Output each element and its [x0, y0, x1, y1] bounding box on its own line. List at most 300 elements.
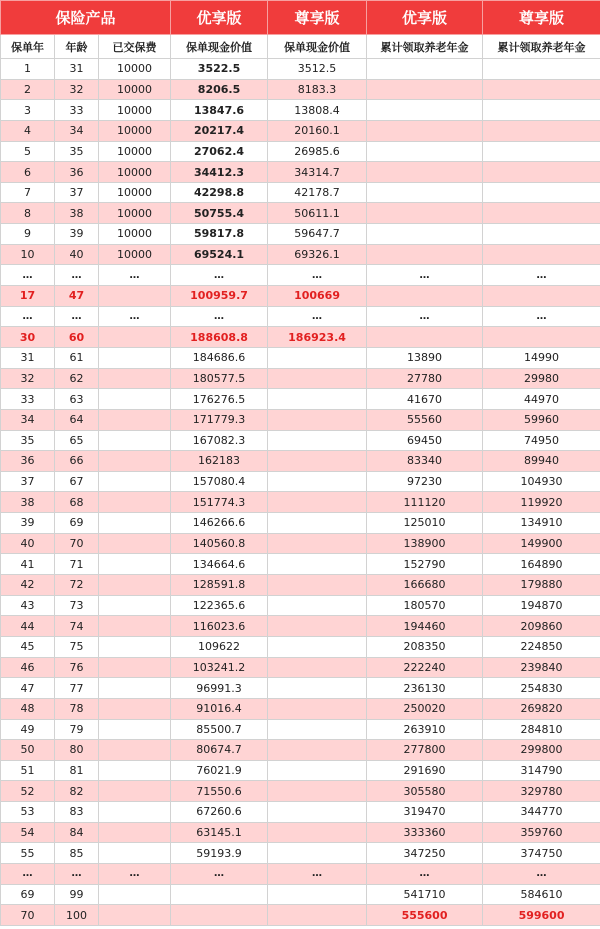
cell-annuity-zun: 179880	[483, 575, 600, 596]
table-row	[1, 430, 600, 451]
cell-age: 47	[55, 286, 99, 307]
cell-annuity-you: …	[367, 306, 483, 327]
cell-cash-value-you: 71550.6	[171, 781, 268, 802]
cell-cash-value-zun: 8183.3	[268, 79, 367, 100]
table-row	[1, 533, 600, 554]
cell-cash-value-zun: …	[268, 863, 367, 884]
col-cash-value-you: 保单现金价值	[171, 35, 268, 59]
cell-policy-year: 55	[1, 843, 55, 864]
cell-annuity-you: 97230	[367, 471, 483, 492]
cell-annuity-you	[367, 203, 483, 224]
table-row	[1, 286, 600, 307]
cell-policy-year: 40	[1, 533, 55, 554]
cell-annuity-you: 125010	[367, 513, 483, 534]
cell-cash-value-you: …	[171, 265, 268, 286]
cell-cash-value-you: 63145.1	[171, 822, 268, 843]
cell-annuity-zun	[483, 182, 600, 203]
cell-policy-year: 42	[1, 575, 55, 596]
cell-policy-year: 32	[1, 368, 55, 389]
cell-policy-year: 50	[1, 740, 55, 761]
cell-age: 82	[55, 781, 99, 802]
cell-annuity-zun: 329780	[483, 781, 600, 802]
table-row	[1, 120, 600, 141]
cell-cash-value-zun: 50611.1	[268, 203, 367, 224]
cell-annuity-you: 319470	[367, 802, 483, 823]
cell-annuity-zun: 29980	[483, 368, 600, 389]
table-row	[1, 59, 600, 80]
cell-cash-value-you: 96991.3	[171, 678, 268, 699]
cell-policy-year: …	[1, 265, 55, 286]
cell-policy-year: 52	[1, 781, 55, 802]
cell-annuity-zun	[483, 327, 600, 348]
cell-policy-year: 53	[1, 802, 55, 823]
cell-annuity-zun	[483, 79, 600, 100]
table-row	[1, 389, 600, 410]
cell-cash-value-zun	[268, 781, 367, 802]
cell-annuity-you	[367, 59, 483, 80]
cell-annuity-zun: 584610	[483, 884, 600, 905]
cell-age: …	[55, 863, 99, 884]
cell-age: 32	[55, 79, 99, 100]
cell-cash-value-you: 184686.6	[171, 347, 268, 368]
cell-cash-value-zun: 69326.1	[268, 244, 367, 265]
cell-cash-value-you: 167082.3	[171, 430, 268, 451]
cell-cash-value-zun	[268, 760, 367, 781]
cell-age: 31	[55, 59, 99, 80]
cell-paid-premium: …	[99, 306, 171, 327]
cell-cash-value-zun: …	[268, 306, 367, 327]
cell-paid-premium: …	[99, 863, 171, 884]
cell-cash-value-you: 146266.6	[171, 513, 268, 534]
cell-paid-premium	[99, 347, 171, 368]
cell-paid-premium	[99, 678, 171, 699]
cell-cash-value-you: 162183	[171, 451, 268, 472]
cell-cash-value-zun: 26985.6	[268, 141, 367, 162]
cell-annuity-zun: 44970	[483, 389, 600, 410]
cell-paid-premium	[99, 843, 171, 864]
cell-cash-value-zun	[268, 575, 367, 596]
table-row	[1, 347, 600, 368]
cell-paid-premium	[99, 905, 171, 926]
table-row	[1, 306, 600, 327]
cell-paid-premium	[99, 657, 171, 678]
cell-age: 79	[55, 719, 99, 740]
cell-cash-value-zun	[268, 368, 367, 389]
cell-paid-premium	[99, 740, 171, 761]
cell-cash-value-you: 69524.1	[171, 244, 268, 265]
cell-cash-value-you: 67260.6	[171, 802, 268, 823]
cell-annuity-zun: 374750	[483, 843, 600, 864]
cell-annuity-you	[367, 224, 483, 245]
cell-cash-value-zun	[268, 822, 367, 843]
cell-annuity-you: 222240	[367, 657, 483, 678]
cell-paid-premium	[99, 595, 171, 616]
cell-age: 76	[55, 657, 99, 678]
cell-policy-year: …	[1, 306, 55, 327]
cell-cash-value-zun: 59647.7	[268, 224, 367, 245]
cell-cash-value-you: 91016.4	[171, 698, 268, 719]
cell-cash-value-you: 157080.4	[171, 471, 268, 492]
cell-age: …	[55, 306, 99, 327]
cell-annuity-zun: …	[483, 306, 600, 327]
table-row	[1, 719, 600, 740]
cell-cash-value-you: …	[171, 306, 268, 327]
cell-cash-value-zun: 42178.7	[268, 182, 367, 203]
cell-cash-value-you: 20217.4	[171, 120, 268, 141]
cell-policy-year: 10	[1, 244, 55, 265]
cell-policy-year: 38	[1, 492, 55, 513]
cell-policy-year: 5	[1, 141, 55, 162]
cell-annuity-zun: 14990	[483, 347, 600, 368]
cell-annuity-zun	[483, 203, 600, 224]
table-row	[1, 698, 600, 719]
cell-paid-premium	[99, 451, 171, 472]
cell-policy-year: 45	[1, 636, 55, 657]
cell-age: 74	[55, 616, 99, 637]
table-row	[1, 595, 600, 616]
cell-cash-value-you: 176276.5	[171, 389, 268, 410]
cell-age: 83	[55, 802, 99, 823]
cell-annuity-zun: 119920	[483, 492, 600, 513]
cell-annuity-you: 41670	[367, 389, 483, 410]
cell-age: 77	[55, 678, 99, 699]
table-row	[1, 368, 600, 389]
table-row	[1, 100, 600, 121]
cell-paid-premium: …	[99, 265, 171, 286]
cell-cash-value-zun	[268, 678, 367, 699]
cell-cash-value-you: 134664.6	[171, 554, 268, 575]
cell-cash-value-zun	[268, 636, 367, 657]
cell-paid-premium	[99, 554, 171, 575]
cell-policy-year: 2	[1, 79, 55, 100]
table-row	[1, 492, 600, 513]
table-row	[1, 636, 600, 657]
cell-cash-value-you: 42298.8	[171, 182, 268, 203]
cell-cash-value-you: 59193.9	[171, 843, 268, 864]
cell-cash-value-zun	[268, 492, 367, 513]
cell-age: 84	[55, 822, 99, 843]
cell-age: 85	[55, 843, 99, 864]
cell-annuity-you: 208350	[367, 636, 483, 657]
cell-cash-value-you: 3522.5	[171, 59, 268, 80]
cell-annuity-you: 305580	[367, 781, 483, 802]
table-row	[1, 760, 600, 781]
cell-cash-value-zun	[268, 471, 367, 492]
cell-policy-year: 35	[1, 430, 55, 451]
cell-policy-year: …	[1, 863, 55, 884]
cell-paid-premium	[99, 575, 171, 596]
cell-annuity-zun	[483, 141, 600, 162]
table-row	[1, 182, 600, 203]
cell-cash-value-you: 34412.3	[171, 162, 268, 183]
cell-paid-premium	[99, 327, 171, 348]
cell-cash-value-zun	[268, 430, 367, 451]
header-row-columns	[1, 35, 600, 59]
cell-cash-value-zun	[268, 740, 367, 761]
cell-age: 68	[55, 492, 99, 513]
cell-age: 34	[55, 120, 99, 141]
cell-age: 33	[55, 100, 99, 121]
cell-cash-value-you: 85500.7	[171, 719, 268, 740]
cell-policy-year: 34	[1, 409, 55, 430]
cell-policy-year: 41	[1, 554, 55, 575]
cell-policy-year: 9	[1, 224, 55, 245]
cell-age: 72	[55, 575, 99, 596]
cell-policy-year: 7	[1, 182, 55, 203]
cell-annuity-you: 333360	[367, 822, 483, 843]
cell-cash-value-zun	[268, 389, 367, 410]
cell-paid-premium	[99, 802, 171, 823]
cell-paid-premium: 10000	[99, 120, 171, 141]
cell-age: 38	[55, 203, 99, 224]
cell-paid-premium	[99, 286, 171, 307]
cell-cash-value-zun: 34314.7	[268, 162, 367, 183]
cell-policy-year: 39	[1, 513, 55, 534]
cell-annuity-you: 347250	[367, 843, 483, 864]
table-row	[1, 657, 600, 678]
cell-paid-premium: 10000	[99, 141, 171, 162]
table-row	[1, 141, 600, 162]
cell-cash-value-zun: 13808.4	[268, 100, 367, 121]
cell-age: 75	[55, 636, 99, 657]
cell-age: 71	[55, 554, 99, 575]
cell-policy-year: 8	[1, 203, 55, 224]
table-row	[1, 265, 600, 286]
cell-paid-premium	[99, 471, 171, 492]
cell-cash-value-zun: 3512.5	[268, 59, 367, 80]
cell-age: 73	[55, 595, 99, 616]
cell-annuity-you: 236130	[367, 678, 483, 699]
cell-cash-value-zun	[268, 884, 367, 905]
cell-policy-year: 30	[1, 327, 55, 348]
table-row	[1, 822, 600, 843]
table-row	[1, 513, 600, 534]
cell-annuity-zun	[483, 162, 600, 183]
cell-annuity-you: 111120	[367, 492, 483, 513]
cell-paid-premium	[99, 492, 171, 513]
cell-cash-value-zun: 20160.1	[268, 120, 367, 141]
cell-cash-value-zun	[268, 554, 367, 575]
cell-annuity-zun	[483, 120, 600, 141]
cell-cash-value-you: 13847.6	[171, 100, 268, 121]
cell-age: 35	[55, 141, 99, 162]
cell-annuity-zun: 254830	[483, 678, 600, 699]
cell-policy-year: 54	[1, 822, 55, 843]
cell-age: 63	[55, 389, 99, 410]
cell-annuity-zun: 59960	[483, 409, 600, 430]
cell-policy-year: 31	[1, 347, 55, 368]
cell-age: 100	[55, 905, 99, 926]
table-row	[1, 781, 600, 802]
cell-cash-value-zun	[268, 657, 367, 678]
table-row	[1, 224, 600, 245]
cell-cash-value-zun	[268, 905, 367, 926]
cell-age: 36	[55, 162, 99, 183]
cell-annuity-zun: 224850	[483, 636, 600, 657]
cell-annuity-you: …	[367, 863, 483, 884]
cell-policy-year: 33	[1, 389, 55, 410]
table-row	[1, 905, 600, 926]
cell-policy-year: 49	[1, 719, 55, 740]
cell-cash-value-you: 59817.8	[171, 224, 268, 245]
cell-paid-premium: 10000	[99, 162, 171, 183]
cell-cash-value-zun	[268, 719, 367, 740]
cell-paid-premium	[99, 616, 171, 637]
cell-age: 65	[55, 430, 99, 451]
cell-age: …	[55, 265, 99, 286]
col-annuity-you: 累计领取养老年金	[367, 35, 483, 59]
cell-cash-value-zun	[268, 843, 367, 864]
col-cash-value-zun: 保单现金价值	[268, 35, 367, 59]
cell-annuity-you: 250020	[367, 698, 483, 719]
cell-annuity-zun	[483, 286, 600, 307]
cell-annuity-zun: …	[483, 863, 600, 884]
cell-age: 60	[55, 327, 99, 348]
cell-annuity-zun: 314790	[483, 760, 600, 781]
cell-policy-year: 37	[1, 471, 55, 492]
cell-policy-year: 47	[1, 678, 55, 699]
header-product: 保险产品	[1, 1, 171, 35]
cell-annuity-zun: 599600	[483, 905, 600, 926]
cell-paid-premium	[99, 698, 171, 719]
table-body	[1, 59, 600, 926]
cell-cash-value-zun	[268, 409, 367, 430]
cell-policy-year: 48	[1, 698, 55, 719]
cell-annuity-you: 291690	[367, 760, 483, 781]
cell-annuity-you	[367, 162, 483, 183]
cell-annuity-zun: 149900	[483, 533, 600, 554]
cell-cash-value-you: 50755.4	[171, 203, 268, 224]
cell-cash-value-zun: 186923.4	[268, 327, 367, 348]
cell-annuity-you: …	[367, 265, 483, 286]
cell-age: 66	[55, 451, 99, 472]
cell-age: 62	[55, 368, 99, 389]
table-row	[1, 802, 600, 823]
table-row	[1, 162, 600, 183]
cell-policy-year: 3	[1, 100, 55, 121]
cell-policy-year: 36	[1, 451, 55, 472]
cell-annuity-you: 69450	[367, 430, 483, 451]
cell-annuity-you: 138900	[367, 533, 483, 554]
cell-annuity-you: 263910	[367, 719, 483, 740]
header-premium-zun: 尊享版	[268, 1, 367, 35]
cell-policy-year: 46	[1, 657, 55, 678]
cell-cash-value-you	[171, 884, 268, 905]
cell-cash-value-zun	[268, 533, 367, 554]
cell-cash-value-zun	[268, 595, 367, 616]
cell-cash-value-you	[171, 905, 268, 926]
table-row	[1, 554, 600, 575]
table-row	[1, 471, 600, 492]
cell-age: 39	[55, 224, 99, 245]
cell-annuity-you	[367, 327, 483, 348]
cell-annuity-zun: 284810	[483, 719, 600, 740]
cell-cash-value-you: 27062.4	[171, 141, 268, 162]
cell-age: 64	[55, 409, 99, 430]
table-row	[1, 616, 600, 637]
cell-annuity-you: 555600	[367, 905, 483, 926]
cell-annuity-zun: 194870	[483, 595, 600, 616]
table-row	[1, 409, 600, 430]
cell-cash-value-you: 80674.7	[171, 740, 268, 761]
cell-policy-year: 44	[1, 616, 55, 637]
cell-cash-value-you: 8206.5	[171, 79, 268, 100]
cell-paid-premium: 10000	[99, 203, 171, 224]
cell-annuity-you: 541710	[367, 884, 483, 905]
cell-annuity-zun: 104930	[483, 471, 600, 492]
cell-annuity-you: 27780	[367, 368, 483, 389]
cell-paid-premium	[99, 409, 171, 430]
cell-annuity-you	[367, 100, 483, 121]
cell-annuity-zun: 299800	[483, 740, 600, 761]
cell-paid-premium	[99, 884, 171, 905]
cell-age: 40	[55, 244, 99, 265]
cell-paid-premium: 10000	[99, 182, 171, 203]
cell-annuity-zun	[483, 59, 600, 80]
cell-cash-value-you: 109622	[171, 636, 268, 657]
cell-paid-premium	[99, 636, 171, 657]
header-row-product	[1, 1, 600, 35]
cell-cash-value-zun: 100669	[268, 286, 367, 307]
cell-annuity-zun: 239840	[483, 657, 600, 678]
cell-cash-value-you: 140560.8	[171, 533, 268, 554]
cell-paid-premium	[99, 368, 171, 389]
cell-policy-year: 70	[1, 905, 55, 926]
col-paid-premium: 已交保费	[99, 35, 171, 59]
header-premium-you: 优享版	[171, 1, 268, 35]
cell-cash-value-you: 103241.2	[171, 657, 268, 678]
cell-annuity-you	[367, 141, 483, 162]
table-row	[1, 678, 600, 699]
cell-age: 81	[55, 760, 99, 781]
table-row	[1, 79, 600, 100]
cell-annuity-zun	[483, 244, 600, 265]
cell-annuity-you: 83340	[367, 451, 483, 472]
cell-paid-premium	[99, 781, 171, 802]
cell-annuity-zun: 344770	[483, 802, 600, 823]
table-row	[1, 740, 600, 761]
cell-annuity-zun: 164890	[483, 554, 600, 575]
cell-annuity-you: 277800	[367, 740, 483, 761]
cell-cash-value-you: …	[171, 863, 268, 884]
cell-cash-value-zun: …	[268, 265, 367, 286]
table-row	[1, 884, 600, 905]
col-annuity-zun: 累计领取养老年金	[483, 35, 600, 59]
cell-cash-value-you: 100959.7	[171, 286, 268, 307]
cell-annuity-zun: 134910	[483, 513, 600, 534]
cell-policy-year: 17	[1, 286, 55, 307]
header-annuity-zun: 尊享版	[483, 1, 600, 35]
table-row	[1, 451, 600, 472]
cell-paid-premium	[99, 822, 171, 843]
cell-annuity-zun: 359760	[483, 822, 600, 843]
cell-annuity-you	[367, 244, 483, 265]
cell-paid-premium	[99, 533, 171, 554]
cell-policy-year: 43	[1, 595, 55, 616]
cell-cash-value-you: 122365.6	[171, 595, 268, 616]
cell-age: 61	[55, 347, 99, 368]
cell-annuity-you	[367, 286, 483, 307]
cell-cash-value-you: 76021.9	[171, 760, 268, 781]
cell-policy-year: 6	[1, 162, 55, 183]
table-row	[1, 203, 600, 224]
table-row	[1, 863, 600, 884]
cell-paid-premium	[99, 760, 171, 781]
cell-policy-year: 51	[1, 760, 55, 781]
cell-paid-premium: 10000	[99, 224, 171, 245]
cell-cash-value-you: 128591.8	[171, 575, 268, 596]
cell-age: 70	[55, 533, 99, 554]
